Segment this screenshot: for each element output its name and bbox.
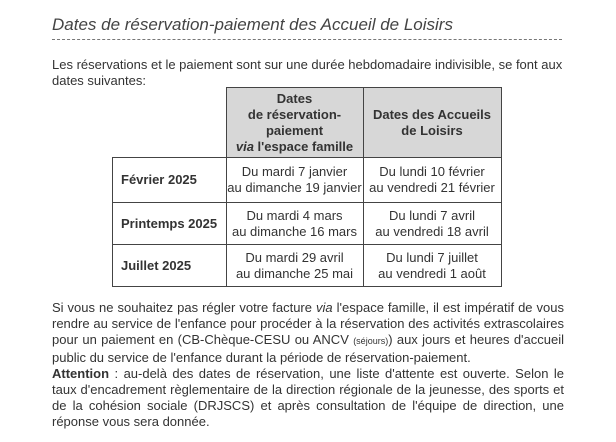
cell-line: Du lundi 7 juillet bbox=[386, 249, 478, 265]
page-title: Dates de réservation-paiement des Accueil de Loisirs bbox=[52, 15, 562, 40]
table-row bbox=[113, 245, 502, 287]
accueil-cell bbox=[363, 203, 501, 245]
via-text: via bbox=[316, 300, 333, 315]
cell-line: au dimanche 25 mai bbox=[235, 265, 354, 281]
reservation-cell bbox=[226, 158, 363, 203]
para-text: Si vous ne souhaitez pas régler votre facture bbox=[52, 300, 316, 315]
table-row bbox=[113, 203, 502, 245]
info-paragraph bbox=[52, 300, 564, 431]
cell-line: Du mardi 7 janvier bbox=[241, 164, 348, 179]
row-label: Février 2025 bbox=[113, 158, 227, 203]
accueil-cell bbox=[363, 158, 501, 203]
header-line bbox=[227, 139, 363, 155]
cell-line: au vendredi 21 février bbox=[369, 180, 495, 195]
intro-text: Les réservations et le paiement sont sur une durée hebdomadaire indivisible, se font aux dates suivantes: bbox=[52, 57, 563, 88]
cell-line: Du lundi 10 février bbox=[379, 164, 485, 179]
reservation-cell bbox=[226, 203, 363, 245]
row-label: Printemps 2025 bbox=[113, 203, 227, 245]
header-line: Dates des Accueils bbox=[372, 106, 492, 122]
header-line: paiement bbox=[265, 122, 324, 138]
cell-line: Du mardi 29 avril bbox=[245, 249, 344, 265]
cell-line: Du lundi 7 avril bbox=[389, 207, 475, 223]
cell-line: au dimanche 19 janvier bbox=[227, 180, 362, 195]
cell-line: au dimanche 16 mars bbox=[231, 223, 357, 239]
dates-table bbox=[112, 87, 502, 287]
row-label: Juillet 2025 bbox=[113, 245, 227, 287]
header-line: de réservation- bbox=[247, 106, 342, 122]
reservation-cell bbox=[226, 245, 363, 287]
table-corner bbox=[113, 88, 227, 158]
header-accueil-dates bbox=[363, 88, 501, 158]
attention-label: Attention bbox=[52, 365, 110, 381]
via-text: via bbox=[235, 138, 254, 154]
cell-line: au vendredi 1 août bbox=[378, 265, 486, 281]
small-note: (séjours) bbox=[353, 336, 389, 347]
header-line: Dates bbox=[276, 90, 313, 106]
accueil-cell bbox=[363, 245, 501, 287]
header-line: de Loisirs bbox=[401, 122, 463, 138]
cell-line: Du mardi 4 mars bbox=[246, 207, 343, 223]
header-line-rest: l'espace famille bbox=[253, 138, 354, 154]
table-row bbox=[113, 158, 502, 203]
para-text: ) aux jours et heures d'accueil public du service de l'enfance durant la période de réservation-paiement. bbox=[52, 332, 565, 365]
cell-line: au vendredi 18 avril bbox=[375, 223, 489, 239]
attention-text: : au-delà des dates de réservation, une liste d'attente est ouverte. Selon le taux d'encadrement règlementaire de la direction régionale de la jeunesse, des sports et de la cohésion sociale (DRJSCS) et après consultation de l'équipe de direction, une réponse vous sera donnée. bbox=[52, 365, 564, 430]
header-reservation-dates bbox=[226, 88, 363, 158]
para-text: l'espace famille, il est impératif de vous rendre au service de l'enfance pour procéder à la réservation des activités extrascolaires pour un paiement en (CB-Chèque-CESU ou ANCV bbox=[52, 300, 564, 348]
